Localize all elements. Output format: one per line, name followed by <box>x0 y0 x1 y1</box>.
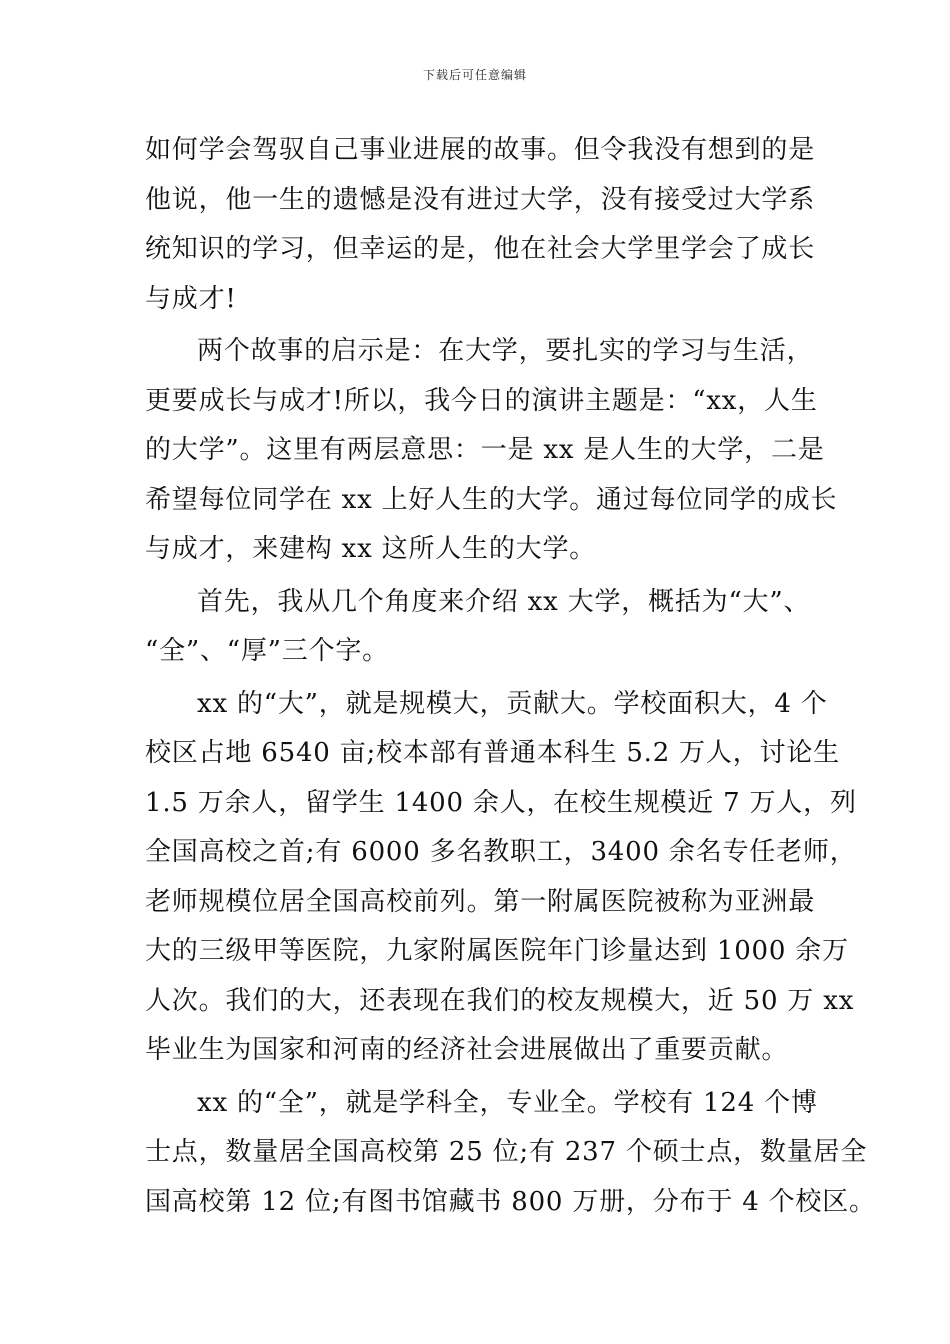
text-line: 更要成长与成才!所以，我今日的演讲主题是：“xx，人生 <box>145 385 818 416</box>
text-line: 老师规模位居全国高校前列。第一附属医院被称为亚洲最 <box>145 886 816 917</box>
text-line: 的大学”。这里有两层意思：一是 xx 是人生的大学，二是 <box>145 435 825 465</box>
text-line: 大的三级甲等医院，九家附属医院年门诊量达到 1000 余万 <box>145 936 849 966</box>
paragraph-first-line: xx 的“全”，就是学科全，专业全。学校有 124 个博 <box>197 1087 818 1118</box>
text-line: 校区占地 6540 亩;校本部有普通本科生 5.2 万人，讨论生 <box>145 738 840 768</box>
text-line: 毕业生为国家和河南的经济社会进展做出了重要贡献。 <box>145 1035 789 1065</box>
text-line: 人次。我们的大，还表现在我们的校友规模大，近 50 万 xx <box>145 985 855 1016</box>
paragraph-first-line: 两个故事的启示是：在大学，要扎实的学习与生活， <box>197 336 814 366</box>
body-text <box>145 132 876 1233</box>
text-line: 希望每位同学在 xx 上好人生的大学。通过每位同学的成长 <box>145 484 838 515</box>
text-line: 他说，他一生的遗憾是没有进过大学，没有接受过大学系 <box>145 184 816 215</box>
text-line: 1.5 万余人，留学生 1400 余人，在校生规模近 7 万人，列 <box>145 787 857 818</box>
text-line: 与成才，来建构 xx 这所人生的大学。 <box>145 534 597 564</box>
text-line: 国高校第 12 位;有图书馆藏书 800 万册，分布于 4 个校区。 <box>145 1186 876 1217</box>
text-line: 士点，数量居全国高校第 25 位;有 237 个硕士点，数量居全 <box>145 1137 868 1167</box>
page-header: 下载后可任意编辑 <box>422 68 527 82</box>
text-line: 全国高校之首;有 6000 多名教职工，3400 余名专任老师， <box>145 837 857 867</box>
paragraph-first-line: 首先，我从几个角度来介绍 xx 大学，概括为“大”、 <box>197 586 811 617</box>
paragraph-first-line: xx 的“大”，就是规模大，贡献大。学校面积大，4 个 <box>197 688 828 719</box>
text-line: 统知识的学习，但幸运的是，他在社会大学里学会了成长 <box>145 234 816 264</box>
text-line: “全”、“厚”三个字。 <box>145 636 389 666</box>
text-line: 与成才! <box>145 283 237 314</box>
text-line: 如何学会驾驭自己事业进展的故事。但令我没有想到的是 <box>145 135 816 165</box>
